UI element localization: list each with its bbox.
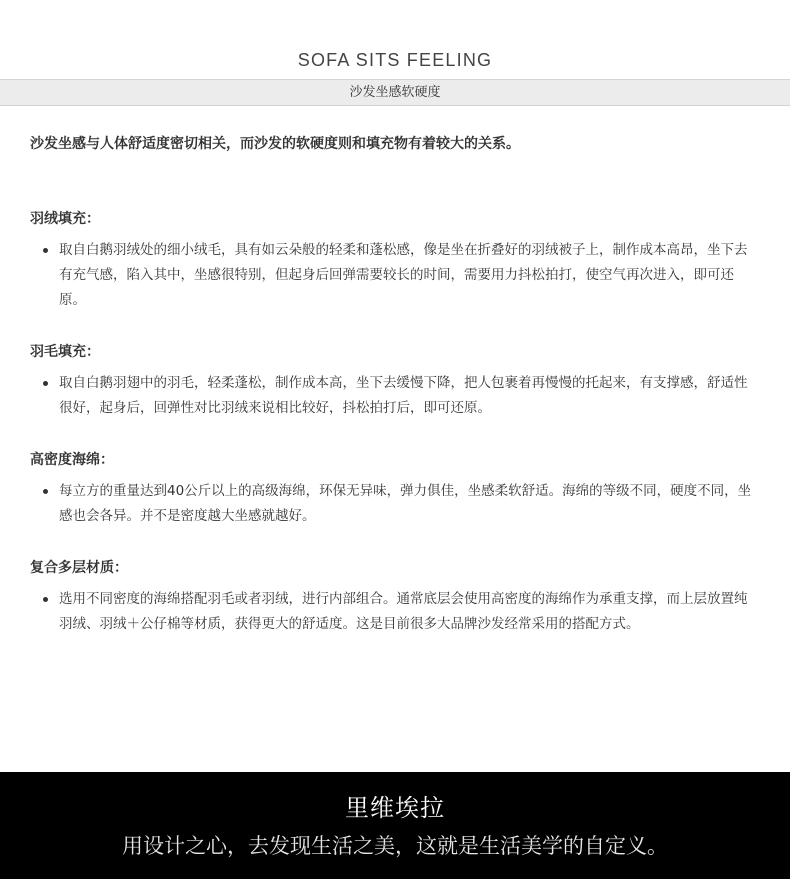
page-title: SOFA SITS FEELING bbox=[297, 50, 493, 70]
section-heading: 羽绒填充： bbox=[30, 211, 100, 227]
list-item-text: 取自白鹅羽翅中的羽毛，轻柔蓬松，制作成本高，坐下去缓慢下降，把人包裹着再慢慢的托起来，有支撑感，舒适性很好，起身后，回弹性对比羽绒来说相比较好，抖松拍打后，即可还原。 bbox=[59, 375, 748, 416]
bullet-icon bbox=[43, 248, 48, 253]
section-subtitle-bar: 沙发坐感软硬度 bbox=[0, 79, 790, 106]
list-item bbox=[30, 238, 760, 313]
brand-slogan: 用设计之心，去发现生活之美，这就是生活美学的自定义。 bbox=[122, 834, 668, 858]
bullet-icon bbox=[43, 381, 48, 386]
footer-banner bbox=[0, 772, 790, 879]
brand-name: 里维埃拉 bbox=[345, 794, 445, 822]
list-item bbox=[30, 371, 760, 421]
section-heading: 复合多层材质： bbox=[30, 560, 128, 576]
list-item-text: 取自白鹅羽绒处的细小绒毛，具有如云朵般的轻柔和蓬松感，像是坐在折叠好的羽绒被子上，制作成本高昂，坐下去有充气感，陷入其中，坐感很特别，但起身后回弹需要较长的时间，需要用力抖松拍打，使空气再次进入，即可还原。 bbox=[59, 242, 748, 308]
intro-text: 沙发坐感与人体舒适度密切相关，而沙发的软硬度则和填充物有着较大的关系。 bbox=[30, 136, 520, 152]
bullet-icon bbox=[43, 597, 48, 602]
list-item-text: 每立方的重量达到40公斤以上的高级海绵，环保无异味，弹力俱佳，坐感柔软舒适。海绵的等级不同，硬度不同，坐感也会各异。并不是密度越大坐感就越好。 bbox=[59, 483, 752, 524]
section-down-filling bbox=[30, 209, 760, 313]
section-composite-material bbox=[30, 558, 760, 637]
section-heading: 高密度海绵： bbox=[30, 452, 114, 468]
list-item bbox=[30, 587, 760, 637]
list-item-text: 选用不同密度的海绵搭配羽毛或者羽绒，进行内部组合。通常底层会使用高密度的海绵作为承重支撑，而上层放置纯羽绒、羽绒＋公仔棉等材质，获得更大的舒适度。这是目前很多大品牌沙发经常采用的搭配方式。 bbox=[59, 591, 748, 632]
section-high-density-sponge bbox=[30, 450, 760, 529]
bullet-icon bbox=[43, 489, 48, 494]
section-heading: 羽毛填充： bbox=[30, 344, 100, 360]
list-item bbox=[30, 479, 760, 529]
section-feather-filling bbox=[30, 342, 760, 421]
